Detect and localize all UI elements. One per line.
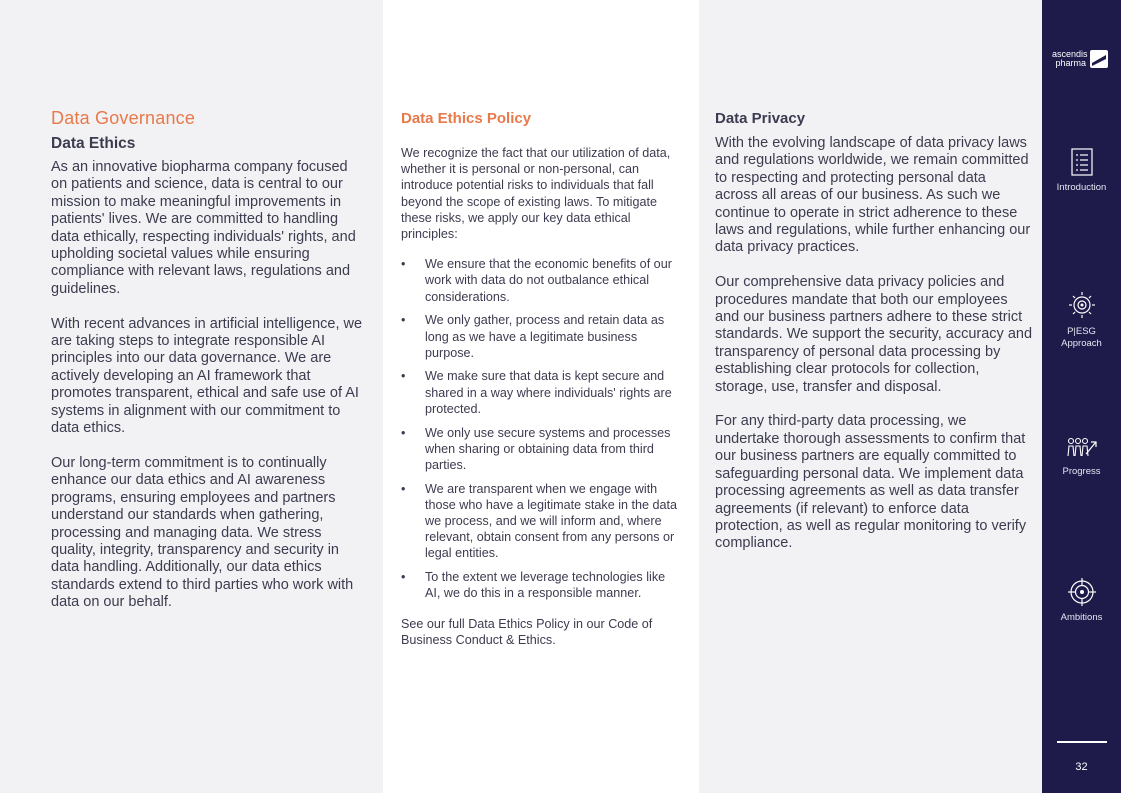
list-item [401,312,683,361]
nav-ambitions[interactable] [1042,578,1121,624]
bullet-icon: • [401,481,406,496]
principle-text: We only gather, process and retain data as long as we have a legitimate business purpose. [425,313,665,360]
governance-paragraph-2: With recent advances in artificial intelligence, we are taking steps to integrate responsible AI principles into our data governance. We are actively developing an AI framework that promotes transparent, ethical and safe use of AI systems in alignment with our commitment to data ethics. [51,315,363,437]
bullet-icon: • [401,570,406,585]
principle-text: We only use secure systems and processes when sharing or obtaining data from third parties. [425,425,671,472]
nav-label: Ambitions [1060,612,1103,623]
privacy-column [699,0,1042,793]
logo-text [1052,50,1086,68]
target-icon [1068,578,1096,606]
people-growth-icon [1066,436,1098,460]
document-list-icon [1071,148,1093,176]
bullet-icon: • [401,313,406,328]
privacy-paragraph-2: Our comprehensive data privacy policies and procedures mandate that both our employees and our business partners adhere to these strict standards. We support the security, accuracy and transparency of personal data processing by establishing clear protocols for collection, storage, use, transfer and disposal. [715,274,1033,395]
nav-introduction[interactable] [1042,148,1121,194]
logo-line-1: ascendis [1052,49,1088,59]
privacy-paragraph-3: For any third-party data processing, we undertake thorough assessments to confirm that our business partners are equally committed to safeguarding personal data. We implement data processing agreements as well as data transfer agreements (if relevant) to enforce data protection, as well as regular monitoring to verify compliance. [715,413,1027,552]
privacy-paragraph-1: With the evolving landscape of data privacy laws and regulations worldwide, we remain committed to respecting and protecting personal data across all areas of our business. As such we continue to operate in strict adherence to these laws and regulations, while further enhancing our data privacy practices. [715,135,1031,256]
bullet-icon: • [401,257,406,272]
ethics-policy-footer: See our full Data Ethics Policy in our Code of Business Conduct & Ethics. [401,616,653,647]
list-item [401,481,683,562]
list-item [401,425,683,474]
principle-text: We make sure that data is kept secure and shared in a way where individuals' rights are protected. [425,369,672,416]
nav-label: P|ESG [1067,326,1096,337]
nav-progress[interactable] [1042,436,1121,478]
list-item [401,569,683,601]
company-logo[interactable] [1052,50,1112,70]
list-item [401,368,683,417]
principle-text: To the extent we leverage technologies like AI, we do this in a responsible manner. [425,570,666,601]
ethics-policy-intro: We recognize the fact that our utilization of data, whether it is personal or non-personal, can introduce potential risks to individuals that fall beyond the scope of existing laws. To mitigate these risks, we apply our key data ethical principles: [401,146,671,242]
bullet-icon: • [401,425,406,440]
principles-list [401,256,683,601]
lightbulb-gear-icon [1067,290,1097,320]
data-ethics-heading: Data Ethics [51,135,136,152]
ethics-policy-column [383,0,699,793]
section-title: Data Governance [51,108,196,128]
page-number: 32 [1075,761,1088,773]
nav-label: Progress [1062,466,1101,477]
nav-sidebar [1042,0,1121,793]
data-privacy-heading: Data Privacy [715,110,806,127]
nav-label: Introduction [1056,182,1107,193]
bullet-icon: • [401,369,406,384]
governance-column [0,0,383,793]
principle-text: We are transparent when we engage with those who have a legitimate stake in the data we process, and we will inform and, where relevant, obtain consent from any persons or legal entities. [425,481,678,561]
nav-label-line-2: Approach [1061,337,1102,349]
ethics-policy-heading: Data Ethics Policy [401,110,532,127]
list-item [401,256,683,305]
governance-paragraph-3: Our long-term commitment is to continually enhance our data ethics and AI awareness programs, ensuring employees and partners understand our standards when gathering, processing and managing data. We stress quality, integrity, transparency and security in data handling. Additionally, our data ethics standards extend to third parties who work with data on our behalf. [51,454,354,611]
logo-line-2: pharma [1055,58,1086,68]
divider [1057,741,1107,743]
logo-mark-icon [1090,50,1108,68]
nav-pesg-approach[interactable] [1042,290,1121,349]
governance-paragraph-1: As an innovative biopharma company focused on patients and science, data is central to our mission to make meaningful improvements in patients' lives. We are committed to handling data ethically, respecting individuals' rights, and upholding societal values while ensuring compliance with relevant laws, regulations and guidelines. [51,159,356,297]
principle-text: We ensure that the economic benefits of our work with data do not outbalance ethical considerations. [425,257,672,304]
